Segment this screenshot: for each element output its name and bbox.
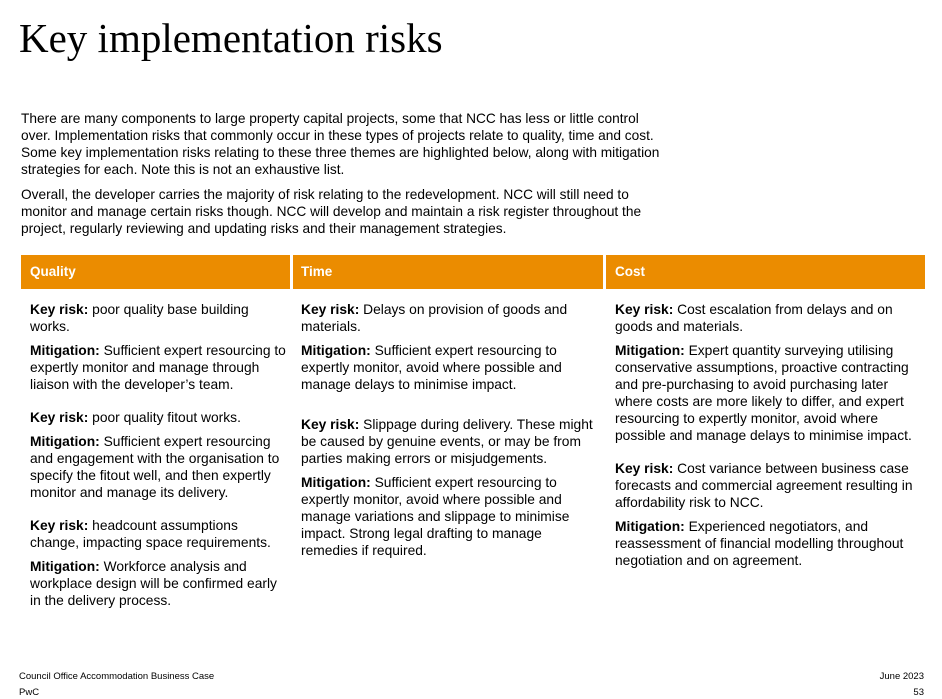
key-risk-label: Key risk: [30, 410, 89, 425]
footer-date: June 2023 [879, 671, 924, 682]
key-risk-text: Delays on provision of goods and materials. [301, 302, 568, 334]
key-risk-label: Key risk: [301, 417, 360, 432]
key-risk-text: headcount assumptions change, impacting space requirements. [30, 518, 271, 550]
mitigation-label: Mitigation: [30, 343, 100, 358]
mitigation [30, 433, 289, 501]
mitigation-label: Mitigation: [301, 343, 371, 358]
mitigation-text: Workforce analysis and workplace design will be confirmed early in the delivery process. [30, 559, 277, 608]
column-header-time: Time [292, 255, 605, 289]
key-risk-label: Key risk: [615, 302, 674, 317]
mitigation-text: Sufficient expert resourcing to expertly monitor, avoid where possible and manage delays to minimise impact. [301, 343, 562, 392]
key-risk [615, 460, 924, 511]
column-time [292, 301, 602, 566]
mitigation [615, 342, 924, 444]
mitigation-label: Mitigation: [301, 475, 371, 490]
mitigation [30, 558, 289, 609]
key-risk [30, 409, 289, 426]
column-header-cost: Cost [606, 255, 925, 289]
key-risk [301, 301, 602, 335]
key-risk-label: Key risk: [30, 302, 89, 317]
key-risk-text: poor quality base building works. [30, 302, 249, 334]
mitigation-label: Mitigation: [30, 434, 100, 449]
mitigation-label: Mitigation: [30, 559, 100, 574]
footer-page-number: 53 [913, 687, 924, 698]
mitigation [301, 474, 602, 559]
header-divider [290, 255, 293, 289]
column-quality [21, 301, 289, 616]
key-risk-label: Key risk: [615, 461, 674, 476]
mitigation-text: Sufficient expert resourcing and engagement with the organisation to specify the fitout well, and then expertly monitor and manage its delivery. [30, 434, 280, 500]
risk-table [21, 255, 925, 635]
mitigation-label: Mitigation: [615, 519, 685, 534]
footer-company: PwC [19, 687, 40, 698]
header-divider [603, 255, 606, 289]
key-risk [301, 416, 602, 467]
mitigation [301, 342, 602, 393]
mitigation-text: Sufficient expert resourcing to expertly monitor and manage through liaison with the developer’s team. [30, 343, 286, 392]
key-risk-text: Slippage during delivery. These might be caused by genuine events, or may be from parties making errors or misjudgements. [301, 417, 593, 466]
footer-document-title: Council Office Accommodation Business Case [19, 671, 215, 682]
intro-text [21, 110, 671, 245]
page-title: Key implementation risks [19, 15, 443, 61]
key-risk-text: Cost escalation from delays and on goods and materials. [615, 302, 893, 334]
mitigation-label: Mitigation: [615, 343, 685, 358]
mitigation-text: Experienced negotiators, and reassessment of financial modelling throughout negotiation and on agreement. [615, 519, 904, 568]
mitigation-text: Expert quantity surveying utilising conservative assumptions, proactive contracting and pre-purchasing to avoid purchasing later where costs are more likely to differ, and expert resourcing to expertly monitor, avoid where possible and manage delays to minimise impact. [615, 343, 912, 443]
key-risk-text: Cost variance between business case forecasts and commercial agreement resulting in affordability risk to NCC. [615, 461, 913, 510]
column-header-quality: Quality [21, 255, 291, 289]
intro-paragraph-1: There are many components to large property capital projects, some that NCC has less or little control over. Implementation risks that commonly occur in these types of projects relate to quality, time and cost. Some key implementation risks relating to these three themes are highlighted below, along with mitigation strategies for each. Note this is not an exhaustive list. [21, 111, 660, 177]
key-risk [615, 301, 924, 335]
key-risk [30, 517, 289, 551]
key-risk [30, 301, 289, 335]
column-cost [606, 301, 924, 576]
key-risk-label: Key risk: [30, 518, 89, 533]
mitigation-text: Sufficient expert resourcing to expertly monitor, avoid where possible and manage variations and slippage to minimise impact. Strong legal drafting to manage remedies if required. [301, 475, 570, 558]
mitigation [30, 342, 289, 393]
mitigation [615, 518, 924, 569]
key-risk-text: poor quality fitout works. [92, 410, 241, 425]
key-risk-label: Key risk: [301, 302, 360, 317]
intro-paragraph-2: Overall, the developer carries the majority of risk relating to the redevelopment. NCC will still need to monitor and manage certain risks though. NCC will develop and maintain a risk register throughout the project, regularly reviewing and updating risks and their management strategies. [21, 187, 642, 236]
